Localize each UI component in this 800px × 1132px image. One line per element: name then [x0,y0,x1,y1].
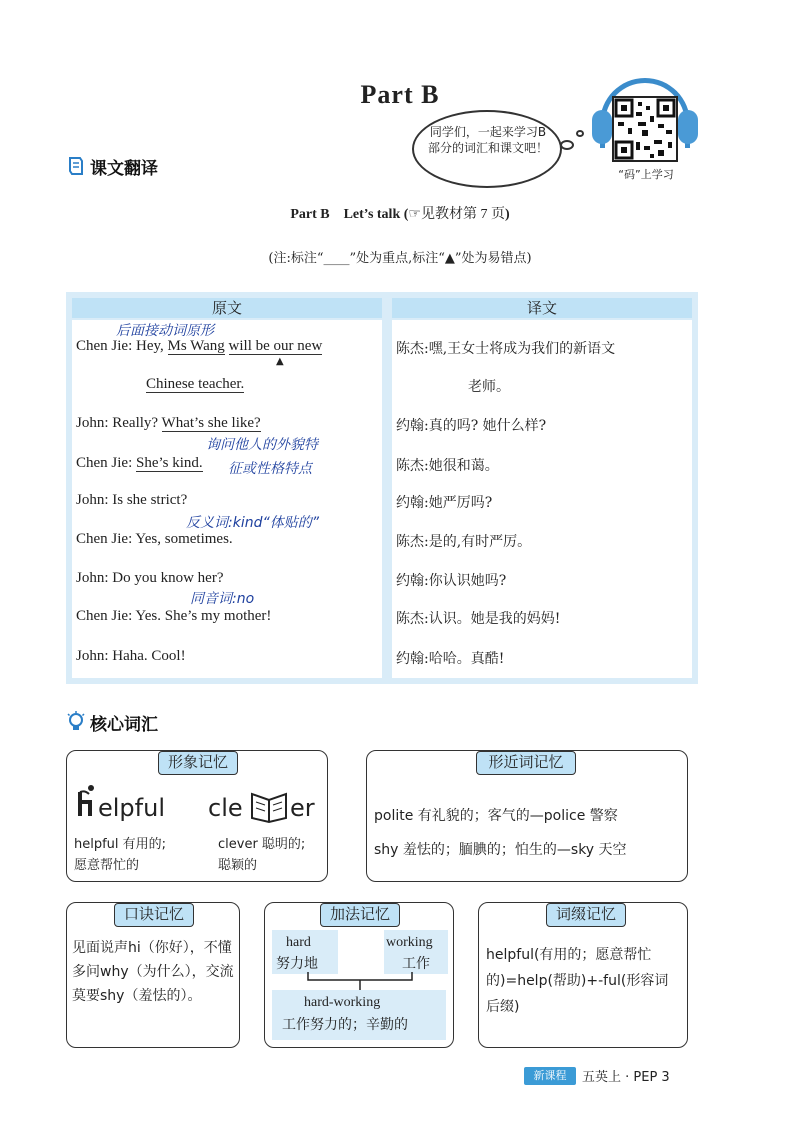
original-line-4: Chen Jie: She’s kind. [76,455,203,471]
translation-line-5: 约翰:她严厉吗? [396,495,493,511]
addition-memory-tab: 加法记忆 [320,903,400,927]
helpful-meaning-2: 愿意帮忙的 [74,858,140,873]
qr-code[interactable] [612,96,678,162]
translation-line-9: 约翰:哈哈。真酷! [396,651,505,667]
translation-line-1: 陈杰:嘿,王女士将成为我们的新语文 [396,341,616,357]
helpful-word: elpful [98,794,165,822]
original-line-7: John: Do you know her? [76,570,224,586]
note-legend: (注:标注“____”处为重点,标注“▲”处为易错点) [268,251,532,266]
original-line-3: John: Really? What’s she like? [76,415,261,431]
error-triangle-icon: ▲ [276,356,284,367]
original-line-5: John: Is she strict? [76,492,188,508]
translation-line-6: 陈杰:是的,有时严厉。 [396,534,532,550]
clever-meaning-2: 聪颖的 [218,858,258,873]
word-hard-working: hard-working [304,995,381,1010]
section-label: 课文翻译 [86,154,166,179]
original-line-1: Chen Jie: Hey, Ms Wang will be our new [76,338,323,354]
book-icon [66,155,86,177]
word-hard: hard [286,935,311,950]
headphone-right-ear [678,110,698,144]
original-line-2: Chinese teacher. [146,376,245,392]
merge-connector [300,972,420,992]
bubble-tail-dot-small [576,130,584,137]
annotation-ask-appearance-2: 征或性格特点 [228,461,312,477]
col-header-original: 原文 [72,298,382,318]
lightbulb-icon [66,711,86,733]
bubble-tail-dot [560,140,574,150]
clever-word-prefix: cle [208,794,243,822]
similar-words-tab: 形近词记忆 [476,751,576,775]
pointing-hand-icon: ☞ [408,207,421,222]
section-label: 核心词汇 [86,710,166,735]
talk-heading: Part B Let’s talk (☞见教材第 7 页) [290,207,510,222]
translation-line-8: 陈杰:认识。她是我的妈妈! [396,611,561,627]
open-book-icon [250,792,288,828]
word-working-meaning: 工作 [402,956,430,972]
talk-ref: 见教材第 7 页 [420,207,505,222]
rhyme-memory-text: 见面说声hi（你好），不懂多问why（为什么），交流莫要shy（羞怯的）。 [72,940,234,1004]
annotation-homophone: 同音词:no [190,591,255,607]
translation-line-2: 老师。 [468,379,510,395]
annotation-antonym: 反义词:kind“体贴的” [186,515,319,531]
rhyme-memory-tab: 口诀记忆 [114,903,194,927]
image-memory-tab: 形象记忆 [158,751,238,775]
page-title: Part B [360,80,440,109]
qr-caption: “码”上学习 [618,168,674,181]
section-header-vocabulary [66,708,166,736]
headphone-left-ear [592,110,612,144]
clever-meaning-1: clever 聪明的; [218,837,306,852]
clever-word-suffix: er [290,794,315,822]
translation-line-4: 陈杰:她很和蔼。 [396,458,499,474]
affix-memory-tab: 词缀记忆 [546,903,626,927]
original-line-9: John: Haha. Cool! [76,648,186,664]
talk-part: Part B [290,207,330,222]
talk-title: Let’s talk [343,207,401,222]
translation-line-7: 约翰:你认识她吗? [396,573,507,589]
annotation-verb-base: 后面接动词原形 [116,323,214,339]
helper-person-icon [76,784,98,822]
word-working: working [386,935,433,950]
similar-words-line-1: polite 有礼貌的；客气的—police 警察 [374,808,618,824]
publisher-badge: 新课程 [524,1067,576,1085]
translation-line-3: 约翰:真的吗? 她什么样? [396,418,547,434]
original-line-8: Chen Jie: Yes. She’s my mother! [76,608,272,624]
col-header-translation: 译文 [392,298,692,318]
word-hard-meaning: 努力地 [276,956,318,972]
word-hard-working-meaning: 工作努力的；辛勤的 [282,1017,408,1033]
helpful-meaning-1: helpful 有用的; [74,837,167,852]
section-header-translation [66,152,166,180]
similar-words-line-2: shy 羞怯的；腼腆的；怕生的—sky 天空 [374,842,627,858]
annotation-ask-appearance-1: 询问他人的外貌特 [206,437,318,453]
bubble-text: 同学们，一起来学习B部分的词汇和课文吧！ [427,125,548,155]
page-footer: 五英上 · PEP 3 [582,1070,670,1085]
affix-memory-text: helpful(有用的；愿意帮忙的)=help(帮助)+-ful(形容词后缀) [486,947,669,1015]
original-line-6: Chen Jie: Yes, sometimes. [76,531,233,547]
